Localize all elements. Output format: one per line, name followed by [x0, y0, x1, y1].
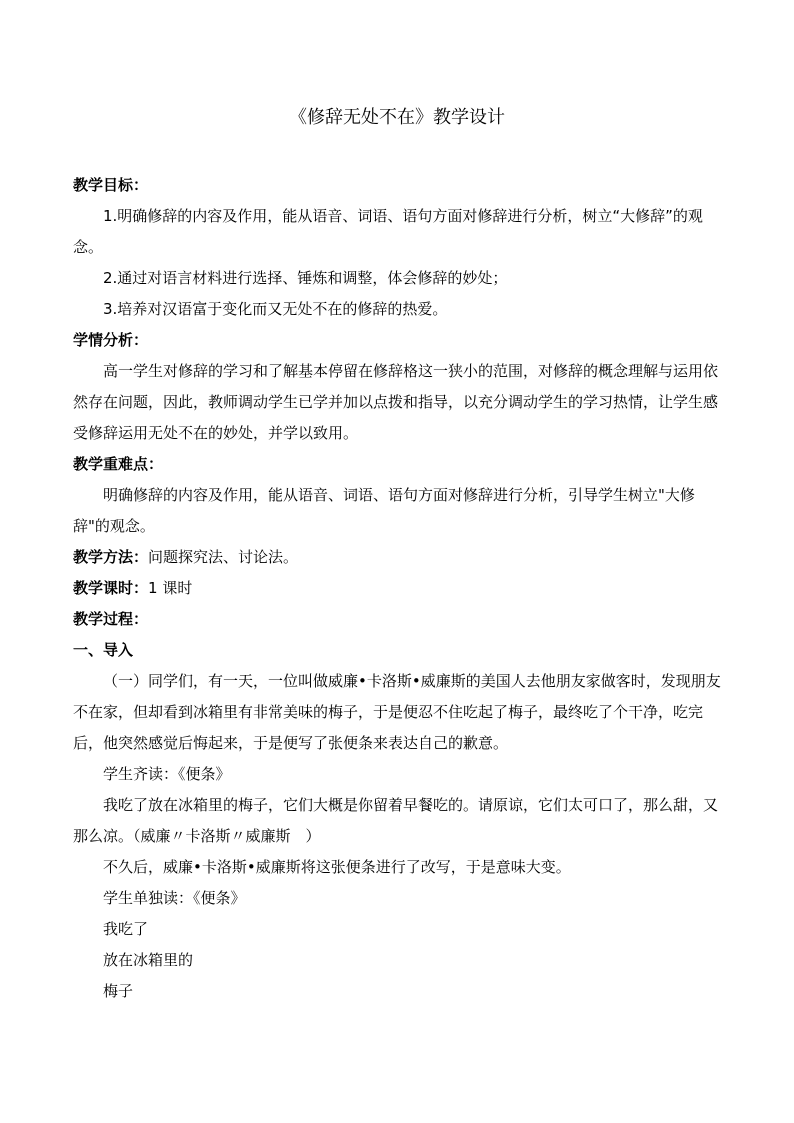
story-paragraph: （一）同学们，有一天，一位叫做威廉•卡洛斯•威廉斯的美国人去他朋友家做客时，发现朋友不在家，但却看到冰箱里有非常美味的梅子，于是便忍不住吃起了梅子，最终吃了个干净，吃完后，他突然感觉后悔起来，于是便写了张便条来表达自己的歉意。	[73, 672, 721, 752]
method-value: 问题探究法、讨论法。	[148, 548, 299, 566]
objective-item-3: 3.培养对汉语富于变化而又无处不在的修辞的热爱。	[103, 300, 448, 318]
hours-line	[73, 573, 723, 604]
objectives-heading: 教学目标：	[73, 176, 149, 194]
read-aloud-1: 学生齐读：《便条》	[103, 765, 231, 783]
process-heading: 教学过程：	[73, 610, 149, 628]
hours-label: 教学课时：	[73, 579, 149, 597]
method-line	[73, 542, 723, 573]
objective-item-2: 2.通过对语言材料进行选择、锤炼和调整，体会修辞的妙处；	[103, 269, 508, 287]
analysis-text: 高一学生对修辞的学习和了解基本停留在修辞格这一狭小的范围，对修辞的概念理解与运用依然存在问题，因此，教师调动学生已学并加以点拨和指导，以充分调动学生的学习热情，让学生感受修辞运用无处不在的妙处，并学以致用。	[73, 362, 719, 442]
poem-line-1: 我吃了	[103, 920, 149, 938]
read-aloud-2: 学生单独读：《便条》	[103, 889, 246, 907]
method-label: 教学方法：	[73, 548, 149, 566]
note-paragraph: 我吃了放在冰箱里的梅子，它们大概是你留着早餐吃的。请原谅，它们太可口了，那么甜，又那么凉。（威廉〃卡洛斯〃威廉斯 ）	[73, 796, 719, 845]
document-body	[73, 170, 723, 1007]
keypoints-text: 明确修辞的内容及作用，能从语音、词语、语句方面对修辞进行分析，引导学生树立"大修辞"的观念。	[73, 486, 695, 535]
poem-line-3: 梅子	[103, 982, 134, 1000]
section-heading-intro: 一、导入	[73, 641, 134, 659]
keypoints-heading: 教学重难点：	[73, 455, 164, 473]
rewrite-paragraph: 不久后，威廉•卡洛斯•威廉斯将这张便条进行了改写，于是意味大变。	[103, 858, 571, 876]
page-title: 《修辞无处不在》教学设计	[289, 107, 505, 128]
analysis-heading: 学情分析：	[73, 331, 149, 349]
poem-line-2: 放在冰箱里的	[103, 951, 194, 969]
objective-item-1: 1.明确修辞的内容及作用，能从语音、词语、语句方面对修辞进行分析，树立“大修辞”的观念。	[73, 207, 703, 256]
hours-value: 1 课时	[148, 579, 193, 597]
